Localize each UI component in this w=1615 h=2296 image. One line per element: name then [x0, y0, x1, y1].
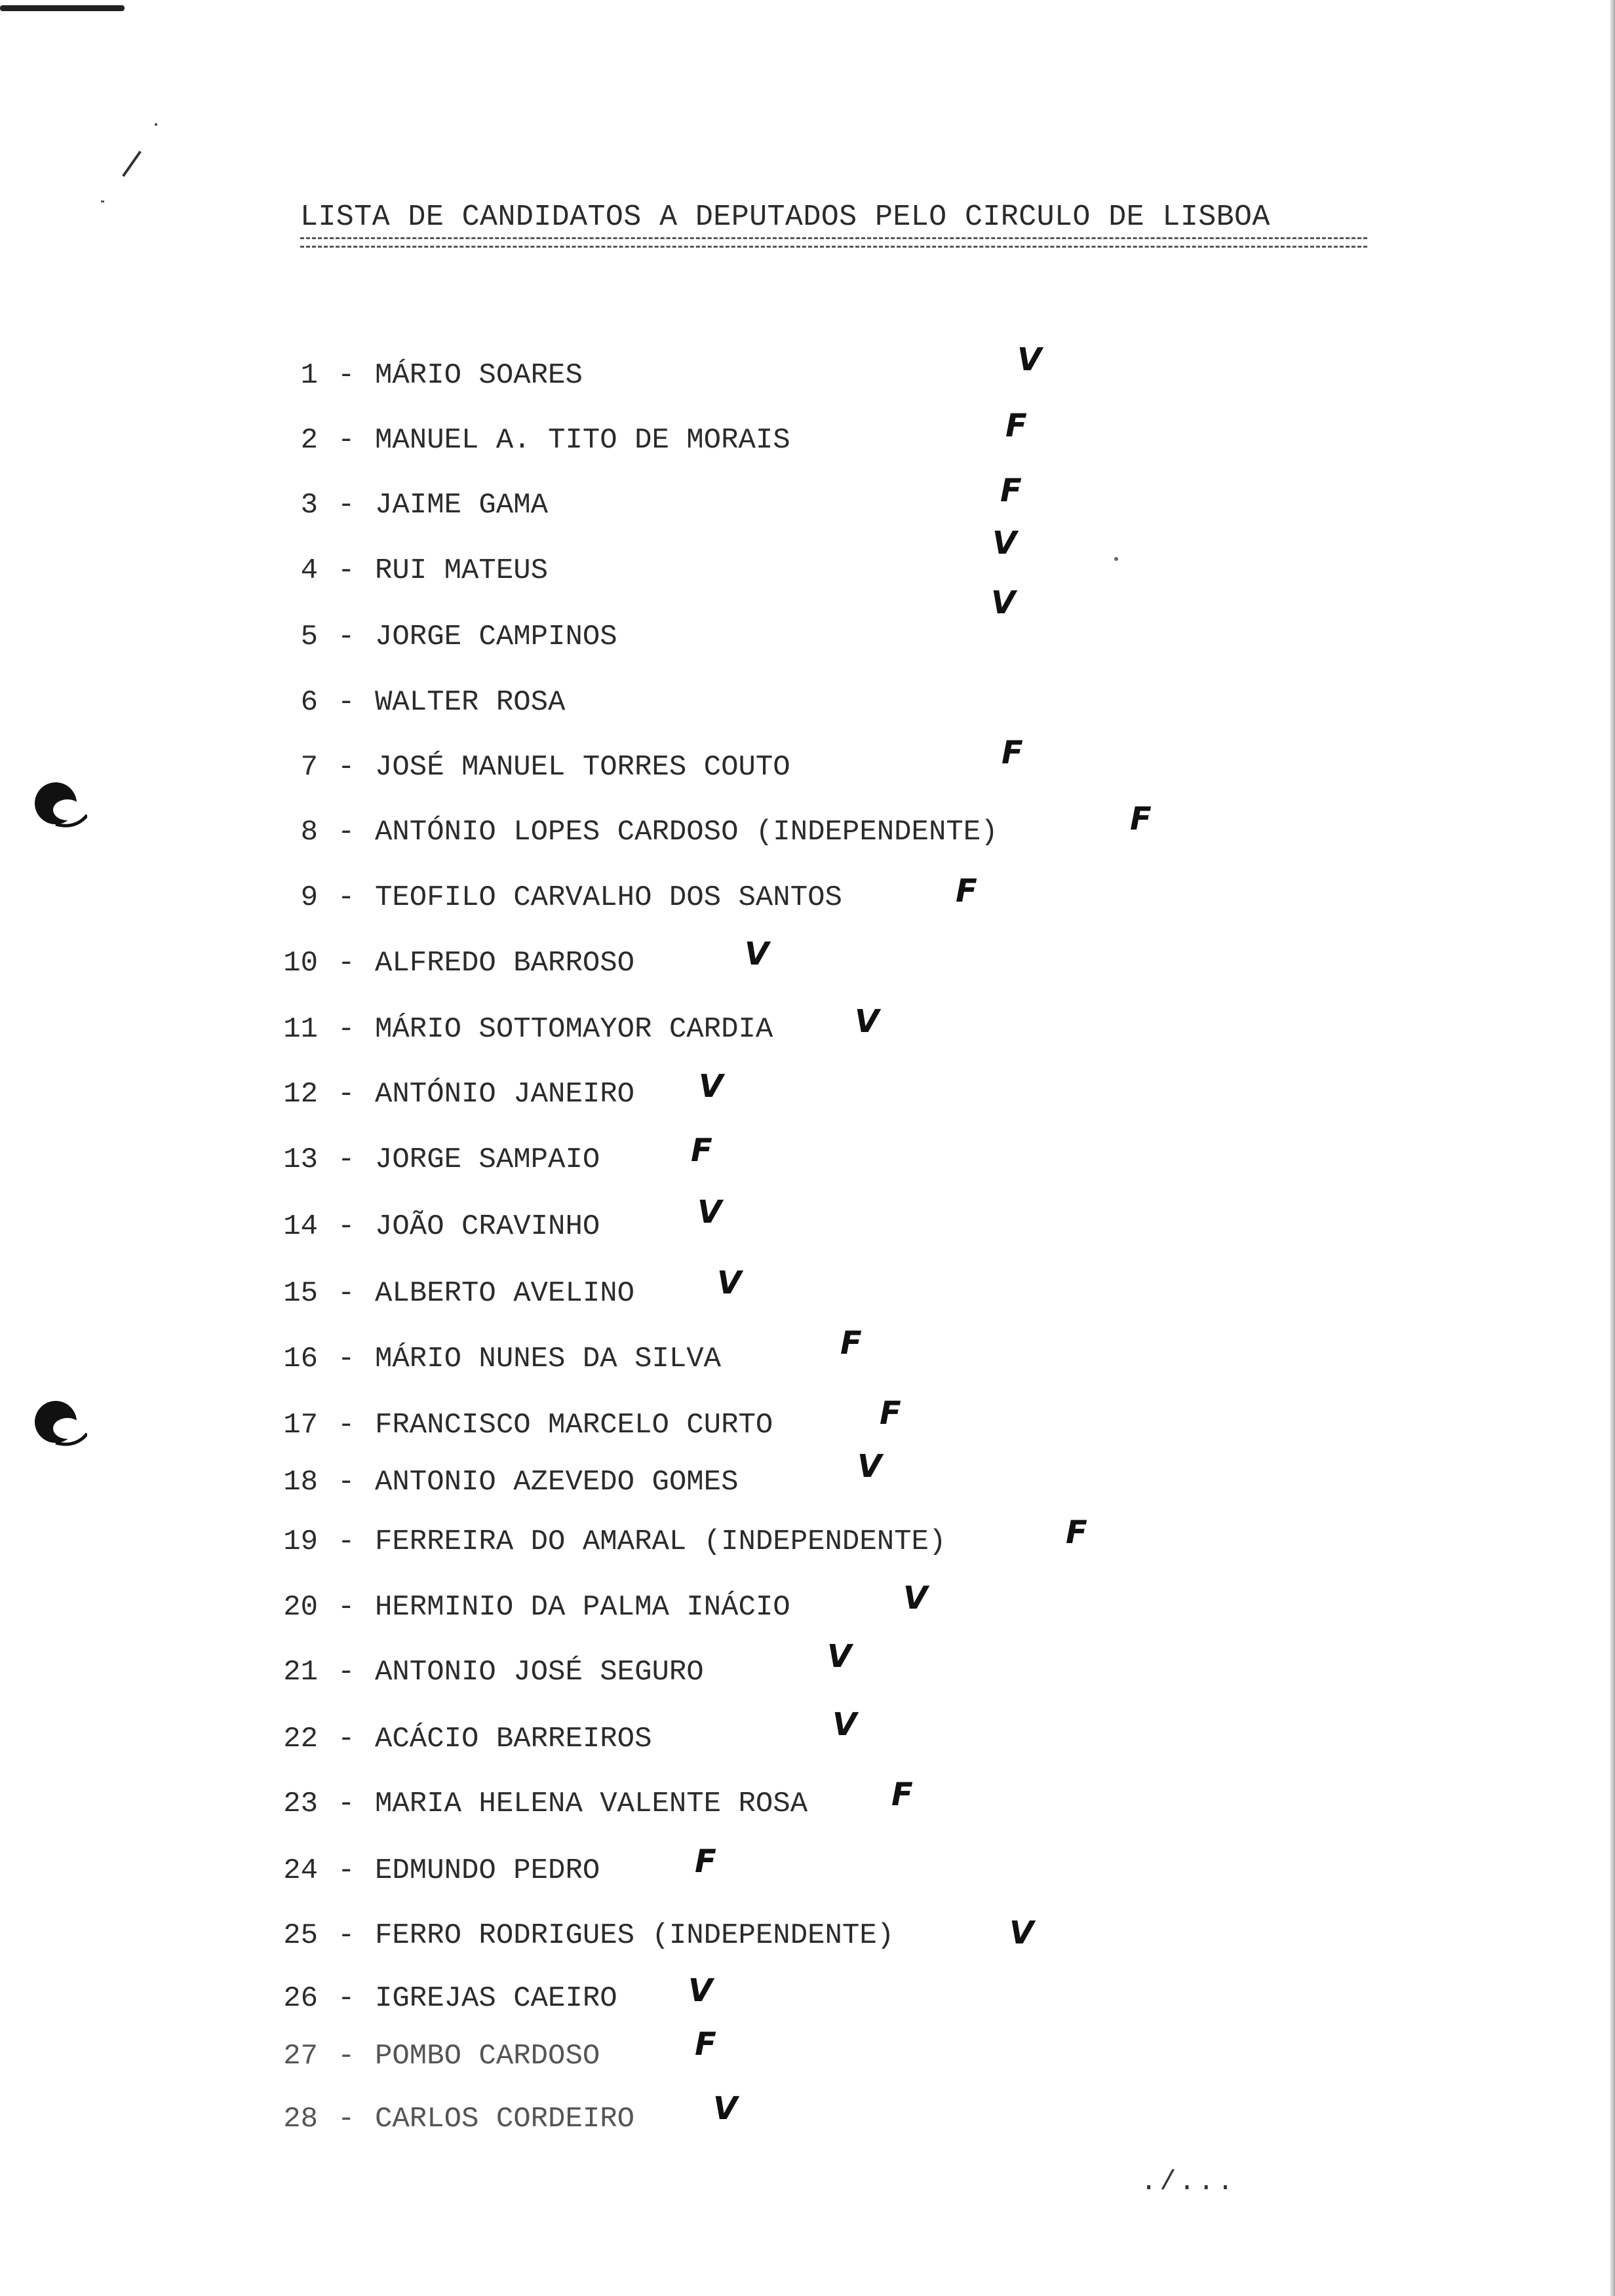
separator-dash: - — [338, 1723, 355, 1755]
candidate-name: ANTÓNIO LOPES CARDOSO (INDEPENDENTE) — [375, 816, 998, 849]
handwritten-mark: F — [1130, 801, 1152, 837]
handwritten-mark: V — [717, 1265, 742, 1301]
candidate-number: 1 — [300, 359, 318, 392]
page-title: LISTA DE CANDIDATOS A DEPUTADOS PELO CIRCULO DE LISBOA — [300, 201, 1270, 234]
separator-dash: - — [338, 1343, 355, 1375]
candidate-row — [0, 584, 1180, 657]
separator-dash: - — [338, 686, 355, 719]
candidate-row — [0, 1194, 1180, 1246]
handwritten-mark: V — [855, 1003, 880, 1040]
handwritten-mark: V — [688, 1972, 713, 2009]
handwritten-mark: V — [857, 1448, 882, 1485]
handwritten-mark: V — [903, 1580, 928, 1617]
handwritten-mark: F — [840, 1325, 862, 1362]
separator-dash: - — [338, 1466, 355, 1499]
candidate-number: 12 — [283, 1078, 318, 1111]
candidate-number: 2 — [300, 424, 318, 457]
candidate-row — [0, 936, 1180, 983]
candidate-row — [0, 1265, 1180, 1313]
candidate-number: 9 — [300, 881, 318, 914]
candidate-number: 16 — [283, 1343, 318, 1375]
candidate-number: 6 — [300, 686, 318, 719]
candidate-number: 17 — [283, 1409, 318, 1442]
handwritten-mark: F — [1002, 735, 1023, 771]
candidate-number: 15 — [283, 1277, 318, 1310]
candidate-name: EDMUNDO PEDRO — [375, 1854, 600, 1887]
handwritten-mark: F — [695, 1843, 716, 1880]
candidate-row — [0, 801, 1180, 852]
candidate-row — [0, 873, 1180, 917]
candidate-number: 11 — [283, 1013, 318, 1046]
candidate-name: WALTER ROSA — [375, 686, 566, 719]
candidate-number: 10 — [283, 947, 318, 980]
separator-dash: - — [338, 2040, 355, 2073]
candidate-name: ALBERTO AVELINO — [375, 1277, 635, 1310]
candidate-number: 3 — [300, 489, 318, 522]
candidate-number: 25 — [283, 1919, 318, 1952]
handwritten-mark: V — [713, 2090, 738, 2127]
candidate-row — [0, 1776, 1180, 1824]
separator-dash: - — [338, 1078, 355, 1111]
candidate-number: 23 — [283, 1788, 318, 1820]
candidate-number: 21 — [283, 1656, 318, 1689]
candidate-row — [0, 1132, 1180, 1179]
handwritten-mark: F — [891, 1776, 913, 1813]
candidate-row — [0, 1916, 1180, 1955]
candidate-name: FERRO RODRIGUES (INDEPENDENTE) — [375, 1919, 895, 1952]
separator-dash: - — [338, 1656, 355, 1689]
candidate-name: ACÁCIO BARREIROS — [375, 1723, 652, 1755]
candidate-name: IGREJAS CAEIRO — [375, 1982, 617, 2015]
candidate-number: 26 — [283, 1982, 318, 2015]
candidate-name: RUI MATEUS — [375, 554, 549, 587]
separator-dash: - — [338, 621, 355, 653]
candidate-name: MANUEL A. TITO DE MORAIS — [375, 424, 790, 457]
candidate-name: MARIA HELENA VALENTE ROSA — [375, 1788, 808, 1820]
candidate-name: CARLOS CORDEIRO — [375, 2103, 635, 2135]
handwritten-mark: V — [992, 525, 1017, 562]
separator-dash: - — [338, 1409, 355, 1442]
candidate-row — [0, 1972, 1180, 2018]
handwritten-mark: F — [1066, 1514, 1087, 1551]
continuation-marker: ./... — [1140, 2166, 1237, 2198]
separator-dash: - — [338, 1210, 355, 1243]
candidate-row — [0, 1325, 1180, 1379]
separator-dash: - — [338, 359, 355, 392]
separator-dash: - — [338, 554, 355, 587]
candidate-name: ANTONIO AZEVEDO GOMES — [375, 1466, 739, 1499]
candidate-name: TEOFILO CARVALHO DOS SANTOS — [375, 881, 842, 914]
candidate-name: JOÃO CRAVINHO — [375, 1210, 600, 1243]
candidate-number: 13 — [283, 1143, 318, 1176]
handwritten-mark: V — [991, 584, 1016, 621]
candidate-name: FERREIRA DO AMARAL (INDEPENDENTE) — [375, 1525, 946, 1558]
candidate-row — [0, 2026, 1180, 2076]
candidate-name: FRANCISCO MARCELO CURTO — [375, 1409, 773, 1442]
candidate-name: ANTÓNIO JANEIRO — [375, 1078, 635, 1111]
separator-dash: - — [338, 816, 355, 849]
handwritten-mark: F — [880, 1395, 901, 1432]
candidate-row — [0, 683, 1180, 722]
separator-dash: - — [338, 1919, 355, 1952]
candidate-number: 20 — [283, 1591, 318, 1624]
candidate-number: 8 — [300, 816, 318, 849]
candidate-row — [0, 1068, 1180, 1114]
handwritten-mark: F — [956, 873, 977, 909]
candidate-number: 24 — [283, 1854, 318, 1887]
candidate-number: 28 — [283, 2103, 318, 2135]
candidate-name: ALFREDO BARROSO — [375, 947, 635, 980]
separator-dash: - — [338, 881, 355, 914]
separator-dash: - — [338, 1143, 355, 1176]
candidate-name: MÁRIO NUNES DA SILVA — [375, 1343, 722, 1375]
handwritten-mark: V — [827, 1638, 852, 1675]
candidate-row — [0, 1003, 1180, 1049]
candidate-row — [0, 1395, 1180, 1445]
candidate-name: JAIME GAMA — [375, 489, 549, 522]
candidate-row — [0, 2090, 1180, 2139]
handwritten-mark: V — [697, 1194, 722, 1231]
separator-dash: - — [338, 489, 355, 522]
candidate-number: 22 — [283, 1723, 318, 1755]
separator-dash: - — [338, 1854, 355, 1887]
handwritten-mark: V — [832, 1706, 857, 1743]
candidate-name: POMBO CARDOSO — [375, 2040, 600, 2073]
candidate-number: 14 — [283, 1210, 318, 1243]
candidate-number: 19 — [283, 1525, 318, 1558]
handwritten-mark: F — [1005, 408, 1027, 444]
candidate-name: JOSÉ MANUEL TORRES COUTO — [375, 751, 790, 784]
separator-dash: - — [338, 1277, 355, 1310]
separator-dash: - — [338, 2103, 355, 2135]
candidate-name: HERMINIO DA PALMA INÁCIO — [375, 1591, 790, 1624]
candidate-name: JORGE CAMPINOS — [375, 621, 617, 653]
handwritten-mark: F — [695, 2026, 716, 2063]
candidate-row — [0, 735, 1180, 787]
separator-dash: - — [338, 424, 355, 457]
candidate-row — [0, 1843, 1180, 1890]
candidate-row — [0, 472, 1180, 525]
candidate-number: 27 — [283, 2040, 318, 2073]
candidate-row — [0, 1706, 1180, 1759]
candidate-row — [0, 1448, 1180, 1502]
candidate-number: 7 — [300, 751, 318, 784]
candidate-row — [0, 1638, 1180, 1692]
handwritten-mark: F — [1000, 472, 1022, 509]
candidate-name: MÁRIO SOTTOMAYOR CARDIA — [375, 1013, 773, 1046]
handwritten-mark: V — [745, 936, 769, 972]
candidate-name: ANTONIO JOSÉ SEGURO — [375, 1656, 704, 1689]
separator-dash: - — [338, 751, 355, 784]
candidate-number: 4 — [300, 554, 318, 587]
separator-dash: - — [338, 1013, 355, 1046]
separator-dash: - — [338, 1788, 355, 1820]
candidate-name: JORGE SAMPAIO — [375, 1143, 600, 1176]
handwritten-mark: F — [691, 1132, 712, 1169]
separator-dash: - — [338, 947, 355, 980]
handwritten-mark: V — [1017, 341, 1042, 378]
candidate-number: 5 — [300, 621, 318, 653]
candidate-row — [0, 1514, 1180, 1561]
candidate-name: MÁRIO SOARES — [375, 359, 583, 392]
handwritten-mark: V — [699, 1068, 724, 1105]
separator-dash: - — [338, 1982, 355, 2015]
separator-dash: - — [338, 1525, 355, 1558]
candidate-number: 18 — [283, 1466, 318, 1499]
candidate-row — [0, 1580, 1180, 1627]
candidate-row — [0, 408, 1180, 460]
handwritten-mark: V — [1009, 1915, 1034, 1951]
candidate-row — [0, 341, 1180, 395]
separator-dash: - — [338, 1591, 355, 1624]
